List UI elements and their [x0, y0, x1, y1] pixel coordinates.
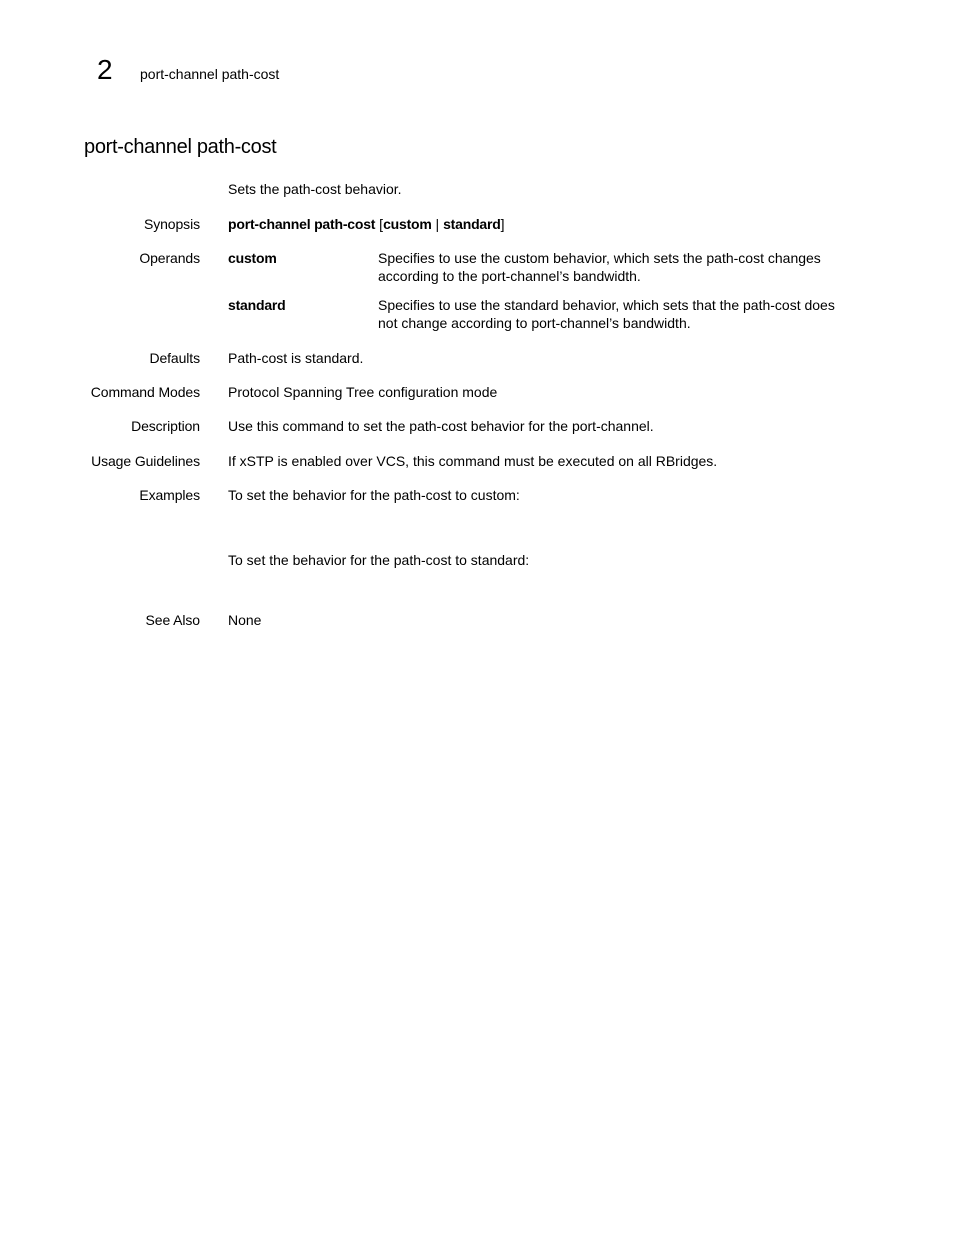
running-header-title: port-channel path-cost — [140, 66, 280, 82]
synopsis-close-bracket: ] — [500, 216, 505, 232]
synopsis-command-line — [228, 215, 505, 233]
operand-description-standard — [378, 296, 878, 332]
operand-description-line: not change according to port-channel’s bandwidth. — [378, 315, 691, 331]
example-standard-text: To set the behavior for the path-cost to standard: — [228, 552, 530, 568]
page-title: port-channel path-cost — [84, 136, 277, 158]
examples-label: Examples — [139, 487, 200, 503]
description-text: Use this command to set the path-cost behavior for the port-channel. — [228, 418, 654, 434]
synopsis-separator: | — [435, 216, 440, 232]
defaults-text: Path-cost is standard. — [228, 350, 364, 366]
command-modes-text: Protocol Spanning Tree configuration mode — [228, 384, 498, 400]
operand-description-line: Specifies to use the custom behavior, which sets the path-cost changes — [378, 250, 821, 266]
command-modes-label: Command Modes — [90, 384, 200, 400]
usage-guidelines-text: If xSTP is enabled over VCS, this command must be executed on all RBridges. — [228, 453, 718, 469]
operand-description-custom — [378, 249, 878, 285]
operands-label: Operands — [139, 250, 200, 266]
chapter-number: 2 — [97, 54, 113, 85]
see-also-label: See Also — [145, 612, 200, 628]
example-custom-text: To set the behavior for the path-cost to custom: — [228, 487, 520, 503]
operand-name-custom: custom — [228, 250, 277, 266]
synopsis-label: Synopsis — [143, 216, 200, 232]
description-label: Description — [131, 418, 200, 434]
operand-description-line: according to the port-channel’s bandwidth. — [378, 268, 641, 284]
operand-description-line: Specifies to use the standard behavior, which sets that the path-cost does — [378, 297, 835, 313]
synopsis-option-custom: custom — [383, 216, 432, 232]
operand-name-standard: standard — [228, 297, 286, 313]
defaults-label: Defaults — [149, 350, 200, 366]
synopsis-command: port-channel path-cost — [228, 216, 376, 232]
usage-guidelines-label: Usage Guidelines — [91, 453, 200, 469]
intro-text: Sets the path-cost behavior. — [228, 181, 402, 197]
synopsis-open-bracket: [ — [379, 216, 384, 232]
see-also-text: None — [228, 612, 262, 628]
synopsis-option-standard: standard — [443, 216, 501, 232]
